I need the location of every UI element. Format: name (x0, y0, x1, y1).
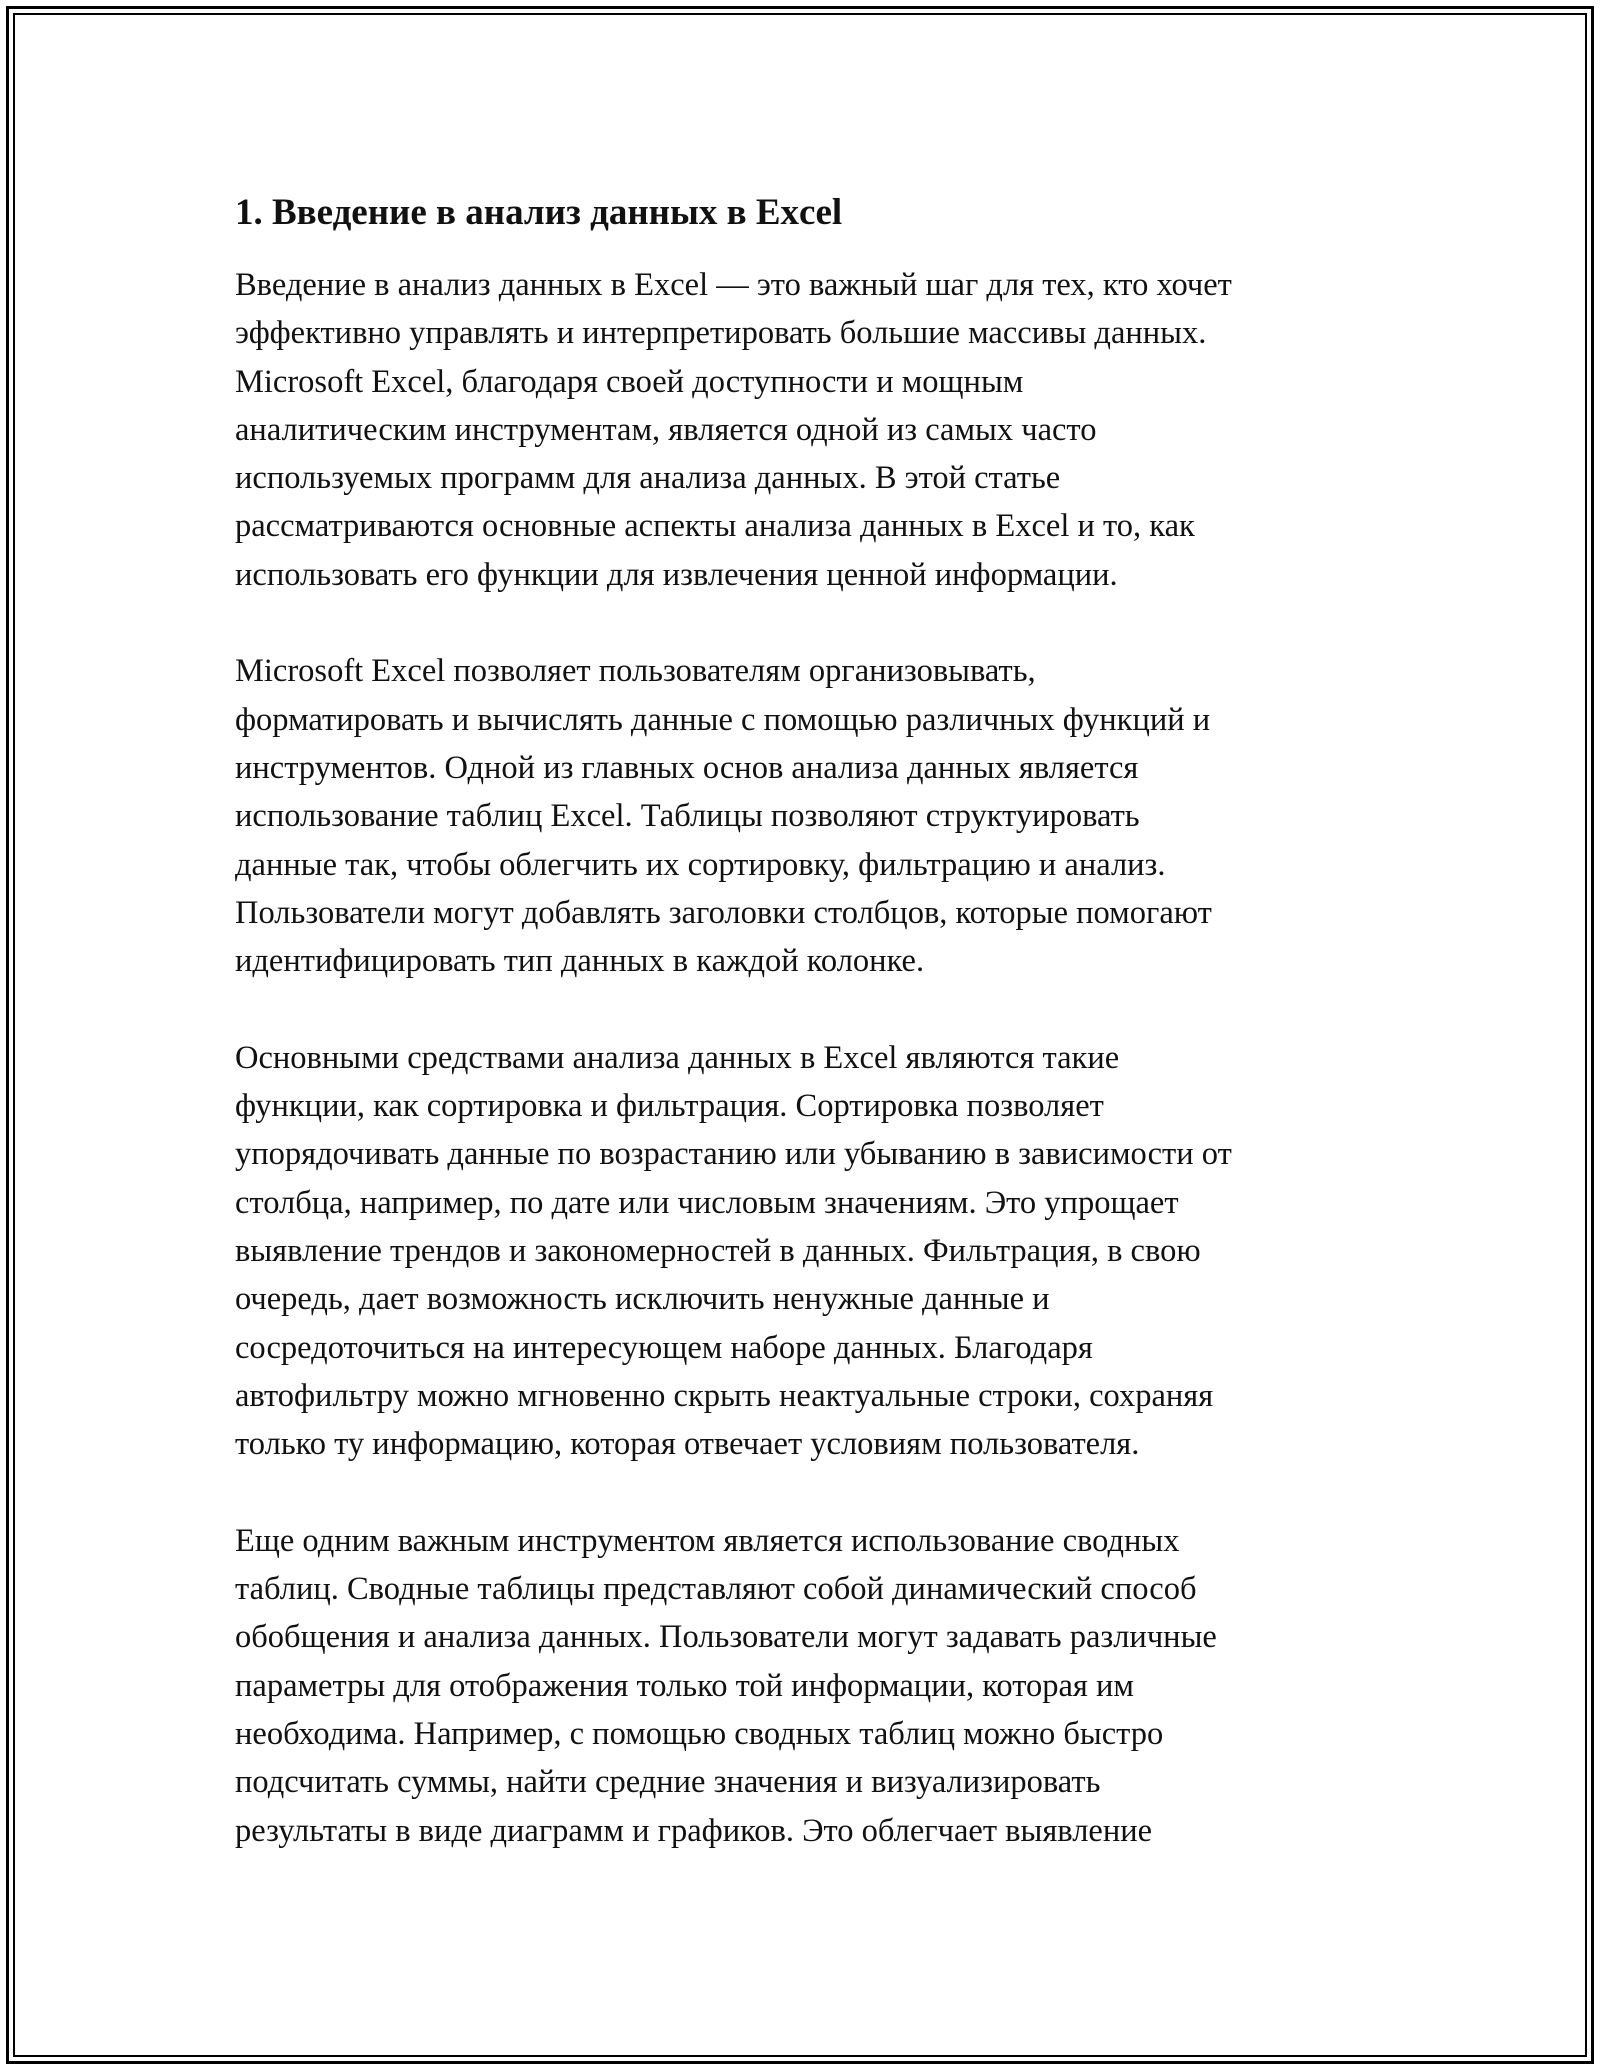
text-line: используемых программ для анализа данных. В этой статье (235, 460, 1061, 497)
text-line: параметры для отображения только той информации, которая им (235, 1667, 1134, 1704)
text-line: форматировать и вычислять данные с помощью различных функций и (235, 701, 1211, 738)
text-line: столбца, например, по дате или числовым значениям. Это упрощает (235, 1184, 1179, 1221)
text-line: идентифицировать тип данных в каждой колонке. (235, 943, 925, 980)
text-line: автофильтру можно мгновенно скрыть неактуальные строки, сохраняя (235, 1377, 1214, 1414)
text-line: только ту информацию, которая отвечает условиям пользователя. (235, 1426, 1140, 1463)
text-line: Еще одним важным инструментом является использование сводных (235, 1522, 1180, 1559)
paragraph-1 (235, 261, 1385, 599)
text-line: необходима. Например, с помощью сводных таблиц можно быстро (235, 1715, 1164, 1752)
text-line: упорядочивать данные по возрастанию или убыванию в зависимости от (235, 1136, 1232, 1173)
text-line: рассматриваются основные аспекты анализа данных в Excel и то, как (235, 508, 1195, 545)
document-body (235, 185, 1385, 1903)
text-line: выявление трендов и закономерностей в данных. Фильтрация, в свою (235, 1232, 1201, 1269)
text-line: обобщения и анализа данных. Пользователи могут задавать различные (235, 1619, 1217, 1656)
paragraph-3 (235, 1034, 1385, 1469)
text-line: результаты в виде диаграмм и графиков. Это облегчает выявление (235, 1812, 1153, 1849)
text-line: функции, как сортировка и фильтрация. Сортировка позволяет (235, 1088, 1104, 1125)
text-line: инструментов. Одной из главных основ анализа данных является (235, 749, 1139, 786)
text-line: использование таблиц Excel. Таблицы позволяют структуировать (235, 798, 1140, 835)
text-line: использовать его функции для извлечения ценной информации. (235, 556, 1118, 593)
section-heading: 1. Введение в анализ данных в Excel (235, 192, 843, 233)
text-line: очередь, дает возможность исключить ненужные данные и (235, 1281, 1050, 1318)
text-line: Основными средствами анализа данных в Excel являются такие (235, 1039, 1120, 1076)
text-line: Microsoft Excel, благодаря своей доступности и мощным (235, 363, 1024, 400)
paragraph-2 (235, 647, 1385, 985)
text-line: Microsoft Excel позволяет пользователям организовывать, (235, 653, 1036, 690)
text-line: аналитическим инструментам, является одной из самых часто (235, 411, 1097, 448)
text-line: данные так, чтобы облегчить их сортировку, фильтрацию и анализ. (235, 846, 1166, 883)
paragraph-4 (235, 1517, 1385, 1855)
text-line: подсчитать суммы, найти средние значения и визуализировать (235, 1764, 1101, 1801)
text-line: Пользователи могут добавлять заголовки столбцов, которые помогают (235, 894, 1212, 931)
text-line: Введение в анализ данных в Excel — это важный шаг для тех, кто хочет (235, 267, 1232, 303)
text-line: сосредоточиться на интересующем наборе данных. Благодаря (235, 1329, 1093, 1366)
text-line: таблиц. Сводные таблицы представляют собой динамический способ (235, 1571, 1197, 1608)
text-line: эффективно управлять и интерпретировать большие массивы данных. (235, 315, 1207, 352)
